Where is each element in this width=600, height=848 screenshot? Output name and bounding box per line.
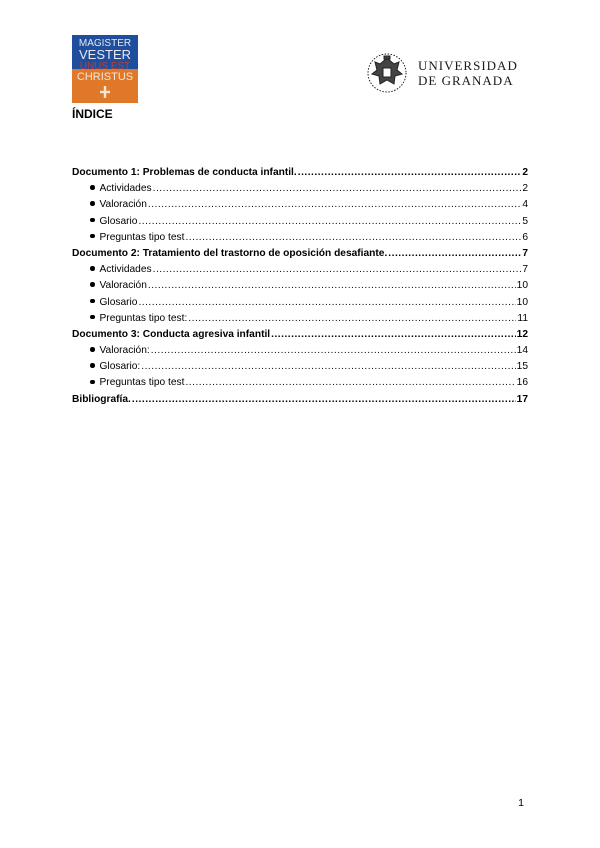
toc-entry-main[interactable] [72,392,528,408]
toc-entry-sub[interactable] [72,181,528,197]
toc-entry-sub[interactable] [72,278,528,294]
toc-entry-text: Bibliografía. [72,393,131,405]
toc-entry-text: Documento 3: Conducta agresiva infantil [72,328,271,340]
bullet-icon [90,282,95,287]
toc-entry-label [90,359,140,375]
toc-entry-label [72,246,387,262]
toc-entry-page: 2 [522,167,528,178]
toc-entry-text: Valoración [99,199,147,211]
toc-entry-text: Preguntas tipo test [99,231,185,243]
toc-entry-main[interactable] [72,327,528,343]
toc-entry-label [90,311,187,327]
toc-entry-label [72,392,131,408]
toc-entry-page: 4 [522,199,528,211]
toc-entry-label [72,327,270,343]
toc-entry-text: Actividades [99,264,152,276]
toc-entry-label [72,165,297,181]
toc-entry-sub[interactable] [72,343,528,359]
logo-line-3: UNUS EST [79,61,131,72]
dot-leader [132,392,516,408]
toc-entry-page: 12 [516,328,528,340]
toc-entry-page: 10 [516,296,528,308]
toc-entry-sub[interactable] [72,375,528,391]
toc-entry-label [90,181,152,197]
toc-entry-page: 15 [516,361,528,373]
toc-entry-page: 5 [522,215,528,227]
toc-entry-sub[interactable] [72,311,528,327]
logo-line-2: VESTER [78,47,132,62]
toc-entry-label [90,295,137,311]
magister-logo [72,35,138,103]
ugr-line-2: DE GRANADA [418,73,514,88]
toc-entry-page: 6 [522,231,528,243]
toc-entry-label [90,262,152,278]
ugr-crest-icon [366,50,408,96]
bullet-icon [90,185,95,190]
toc-entry-page: 2 [522,183,528,195]
ugr-logo [366,50,521,96]
bullet-icon [90,234,95,239]
toc-entry-text: Documento 2: Tratamiento del trastorno de oposición desafiante. [72,247,388,259]
dot-leader [148,278,516,294]
dot-leader [188,311,516,327]
bullet-icon [90,380,95,385]
bullet-icon [90,299,95,304]
toc-entry-text: Glosario [99,296,138,308]
toc-entry-page: 11 [517,312,528,324]
toc-entry-sub[interactable] [72,197,528,213]
toc-entry-text: Preguntas tipo test: [99,312,188,324]
toc-entry-sub[interactable] [72,295,528,311]
dot-leader [138,214,521,230]
dot-leader [185,375,515,391]
toc-entry-text: Preguntas tipo test [99,377,185,389]
toc-entry-text: Documento 1: Problemas de conducta infantil. [72,167,297,178]
toc-entry-text: Actividades [99,183,152,195]
dot-leader [141,359,515,375]
dot-leader [185,230,521,246]
logo-line-1: MAGISTER [78,38,132,49]
dot-leader [151,343,516,359]
toc-entry-main[interactable] [72,165,528,181]
toc-entry-label [90,214,137,230]
dot-leader [153,262,522,278]
toc-entry-page: 7 [522,264,528,276]
bullet-icon [90,218,95,223]
table-of-contents [72,165,528,408]
toc-entry-sub[interactable] [72,214,528,230]
bullet-icon [90,201,95,206]
dot-leader [148,197,521,213]
toc-entry-text: Glosario [99,215,138,227]
toc-entry-label [90,230,184,246]
toc-entry-page: 14 [516,345,528,357]
dot-leader [271,327,516,343]
dot-leader [153,181,522,197]
toc-entry-sub[interactable] [72,359,528,375]
bullet-icon [90,363,95,368]
dot-leader [298,165,522,181]
toc-entry-text: Valoración [99,280,147,292]
toc-entry-page: 17 [516,393,528,405]
toc-entry-label [90,278,147,294]
toc-entry-sub[interactable] [72,230,528,246]
toc-entry-label [90,197,147,213]
toc-entry-sub[interactable] [72,262,528,278]
page-title: ÍNDICE [72,107,113,121]
toc-entry-text: Valoración: [99,345,150,357]
bullet-icon [90,347,95,352]
bullet-icon [90,315,95,320]
toc-entry-text: Glosario: [99,361,141,373]
toc-entry-main[interactable] [72,246,528,262]
toc-entry-page: 16 [516,377,528,389]
page-number: 1 [518,797,524,809]
logo-line-4: CHRISTUS [76,71,134,83]
toc-entry-label [90,375,184,391]
toc-entry-page: 10 [516,280,528,292]
dot-leader [138,295,515,311]
dot-leader [388,246,521,262]
toc-entry-label [90,343,150,359]
toc-entry-page: 7 [522,247,528,259]
ugr-line-1: UNIVERSIDAD [418,58,518,73]
bullet-icon [90,266,95,271]
